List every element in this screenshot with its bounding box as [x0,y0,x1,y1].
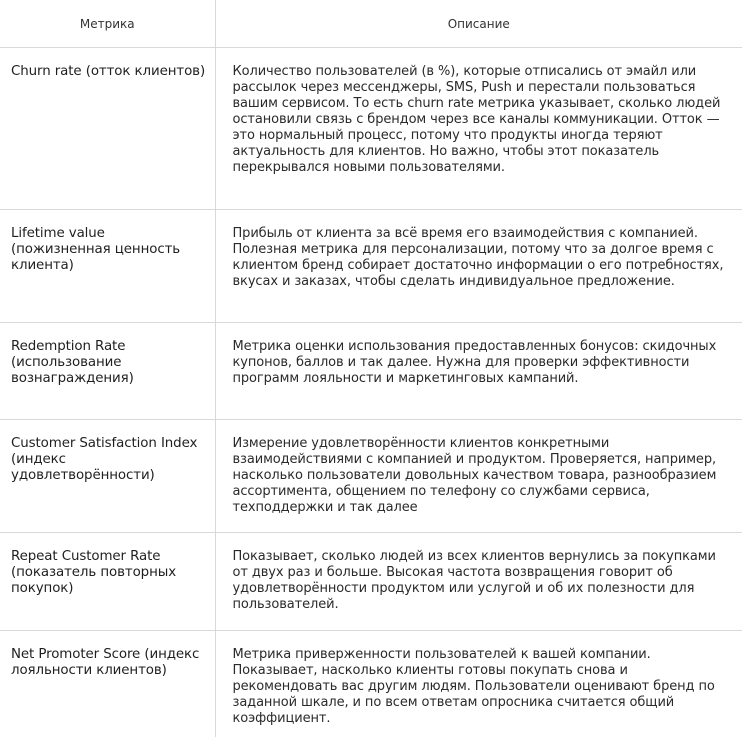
table-row [0,533,742,631]
table-row [0,48,742,210]
metric-name: Customer Satisfaction Index (индекс удовлетворённости) [0,420,215,533]
metric-name: Churn rate (отток клиентов) [0,48,215,210]
table-row [0,210,742,323]
column-header-metric: Метрика [0,0,215,48]
metric-name: Repeat Customer Rate (показатель повторных покупок) [0,533,215,631]
metric-name: Lifetime value (пожизненная ценность клиента) [0,210,215,323]
table-header-row [0,0,742,48]
metric-description: Метрика приверженности пользователей к вашей компании. Показывает, насколько клиенты готовы покупать снова и рекомендовать вас другим людям. Пользователи оценивают бренд по заданной шкале, и по всем ответам опросника считается общий коэффициент. [232,647,715,726]
metric-description: Показывает, сколько людей из всех клиентов вернулись за покупками от двух раз и больше. Высокая частота возвращения говорит об удовлетворённости продуктом или услугой и об их полезности для пользователей. [215,533,742,631]
metric-name: Redemption Rate (использование вознаграждения) [0,323,215,420]
metric-name: Net Promoter Score (индекс лояльности клиентов) [0,631,215,737]
metric-description: Метрика оценки использования предоставленных бонусов: скидочных купонов, баллов и так далее. Нужна для проверки эффективности программ лояльности и маркетинговых кампаний. [215,323,742,420]
metric-description: Прибыль от клиента за всё время его взаимодействия с компанией. Полезная метрика для персонализации, потому что за долгое время с клиентом бренд собирает достаточно информации о его потребностях, вкусах и заказах, чтобы сделать индивидуальное предложение. [215,210,742,323]
table-row [0,631,742,737]
table-row [0,323,742,420]
metric-description: Измерение удовлетворённости клиентов конкретными взаимодействиями с компанией и продуктом. Проверяется, например, насколько пользователи довольных качеством товара, разнообразием ассортимента, общением по телефону со службами сервиса, техподдержки и так далее [215,420,742,533]
metric-description: Количество пользователей (в %), которые отписались от эмайл или рассылок через мессенджеры, SMS, Push и перестали пользоваться вашим сервисом. То есть churn rate метрика указывает, сколько людей остановили связь с брендом через все каналы коммуникации. Отток — это нормальный процесс, потому что продукты иногда теряют актуальность для клиентов. Но важно, чтобы этот показатель перекрывался новыми пользователями. [215,48,742,210]
column-header-description: Описание [215,0,742,48]
table-row [0,420,742,533]
